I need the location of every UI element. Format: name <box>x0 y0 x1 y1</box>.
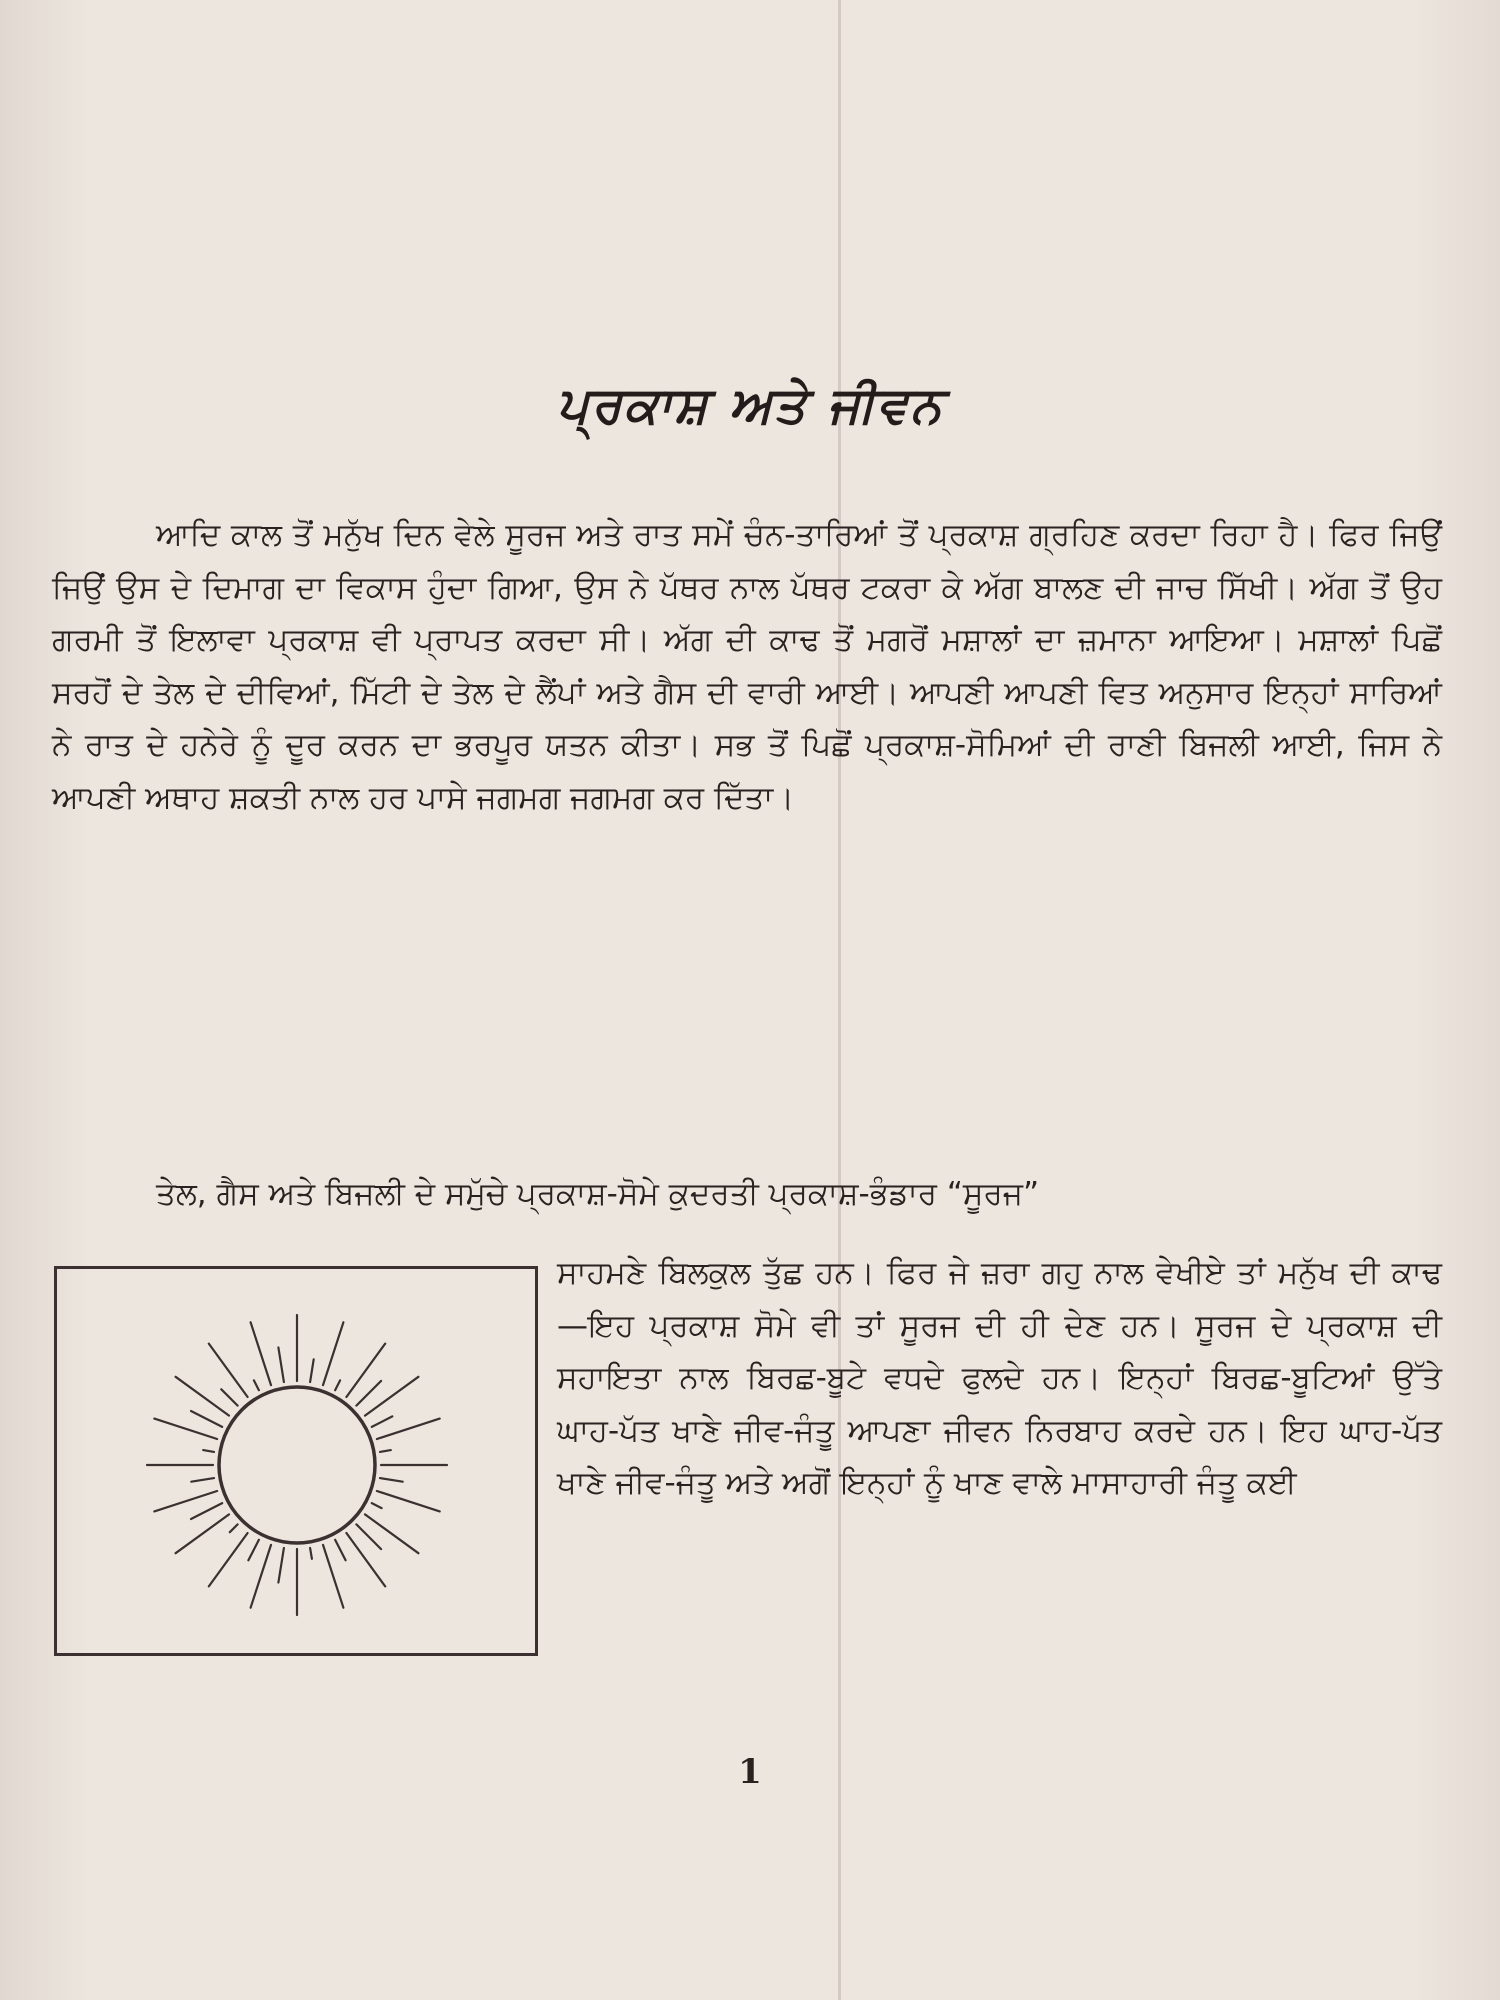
sun-ray <box>203 1450 214 1452</box>
paragraph-2-continued: ਸਾਹਮਣੇ ਬਿਲਕੁਲ ਤੁੱਛ ਹਨ। ਫਿਰ ਜੇ ਜ਼ਰਾ ਗਹੁ ਨਾਲ ਵੇਖੀਏ ਤਾਂ ਮਨੁੱਖ ਦੀ ਕਾਢ—ਇਹ ਪ੍ਰਕਾਸ਼ ਸੋਮੇ ਵੀ ਤਾਂ ਸੂਰਜ ਦੀ ਹੀ ਦੇਣ ਹਨ। ਸੂਰਜ ਦੇ ਪ੍ਰਕਾਸ਼ ਦੀ ਸਹਾਇਤਾ ਨਾਲ ਬਿਰਛ-ਬੂਟੇ ਵਧਦੇ ਫੁਲਦੇ ਹਨ। ਇਨ੍ਹਾਂ ਬਿਰਛ-ਬੂਟਿਆਂ ਉੱਤੇ ਘਾਹ-ਪੱਤ ਖਾਣੇ ਜੀਵ-ਜੰਤੂ ਆਪਣਾ ਜੀਵਨ ਨਿਰਬਾਹ ਕਰਦੇ ਹਨ। ਇਹ ਘਾਹ-ਪੱਤ ਖਾਣੇ ਜੀਵ-ਜੰਤੂ ਅਤੇ ਅਗੋਂ ਇਨ੍ਹਾਂ ਨੂੰ ਖਾਣ ਵਾਲੇ ਮਾਸਾਹਾਰੀ ਜੰਤੂ ਕਈ <box>557 1255 1442 1501</box>
sun-ray <box>335 1540 346 1561</box>
sun-ray <box>221 1389 237 1405</box>
sun-ray <box>346 1344 385 1397</box>
page-number: 1 <box>738 1752 762 1792</box>
paragraph-2-intro: ਤੇਲ, ਗੈਸ ਅਤੇ ਬਿਜਲੀ ਦੇ ਸਮੁੱਚੇ ਪ੍ਰਕਾਸ਼-ਸੋਮੇ ਕੁਦਰਤੀ ਪ੍ਰਕਾਸ਼-ਭੰਡਾਰ “ਸੂਰਜ” <box>156 1176 1040 1212</box>
sun-ray <box>335 1380 340 1390</box>
page-fold-shadow <box>838 0 841 2000</box>
sun-ray <box>310 1359 314 1382</box>
sun-ray <box>176 1377 229 1416</box>
sun-ray <box>191 1503 222 1519</box>
sun-ray <box>356 1381 381 1406</box>
sun-ray <box>380 1450 391 1452</box>
sun-ray <box>191 1478 214 1482</box>
sun-ray <box>356 1524 381 1549</box>
sun-ray <box>154 1491 217 1511</box>
sun-ray <box>346 1533 385 1586</box>
sun-ray <box>176 1514 229 1553</box>
sun-illustration-frame <box>54 1266 538 1656</box>
sun-ray <box>251 1322 271 1385</box>
sun-ray <box>377 1419 440 1439</box>
sun-ray <box>377 1491 440 1511</box>
sun-ray <box>380 1478 403 1482</box>
sun-ray <box>209 1344 248 1397</box>
sun-ray <box>248 1540 259 1561</box>
sun-ray <box>365 1377 418 1416</box>
sun-ray <box>372 1503 382 1508</box>
sun-ray <box>254 1380 259 1390</box>
sun-ray <box>278 1348 284 1383</box>
sun-ray <box>323 1322 343 1385</box>
sun-icon <box>57 1269 535 1653</box>
sun-ray <box>154 1419 217 1439</box>
sun-ray <box>365 1514 418 1553</box>
sun-ray <box>310 1548 312 1559</box>
sun-ray <box>323 1545 343 1608</box>
sun-ray <box>191 1411 222 1427</box>
sun-ray <box>372 1416 393 1427</box>
paragraph-1: ਆਦਿ ਕਾਲ ਤੋਂ ਮਨੁੱਖ ਦਿਨ ਵੇਲੇ ਸੂਰਜ ਅਤੇ ਰਾਤ ਸਮੇਂ ਚੰਨ-ਤਾਰਿਆਂ ਤੋਂ ਪ੍ਰਕਾਸ਼ ਗ੍ਰਹਿਣ ਕਰਦਾ ਰਿਹਾ ਹੈ। ਫਿਰ ਜਿਉਂ ਜਿਉਂ ਉਸ ਦੇ ਦਿਮਾਗ ਦਾ ਵਿਕਾਸ ਹੁੰਦਾ ਗਿਆ, ਉਸ ਨੇ ਪੱਥਰ ਨਾਲ ਪੱਥਰ ਟਕਰਾ ਕੇ ਅੱਗ ਬਾਲਣ ਦੀ ਜਾਚ ਸਿੱਖੀ। ਅੱਗ ਤੋਂ ਉਹ ਗਰਮੀ ਤੋਂ ਇਲਾਵਾ ਪ੍ਰਕਾਸ਼ ਵੀ ਪ੍ਰਾਪਤ ਕਰਦਾ ਸੀ। ਅੱਗ ਦੀ ਕਾਢ ਤੋਂ ਮਗਰੋਂ ਮਸ਼ਾਲਾਂ ਦਾ ਜ਼ਮਾਨਾ ਆਇਆ। ਮਸ਼ਾਲਾਂ ਪਿਛੋਂ ਸਰਹੋਂ ਦੇ ਤੇਲ ਦੇ ਦੀਵਿਆਂ, ਮਿੱਟੀ ਦੇ ਤੇਲ ਦੇ ਲੈਂਪਾਂ ਅਤੇ ਗੈਸ ਦੀ ਵਾਰੀ ਆਈ। ਆਪਣੀ ਆਪਣੀ ਵਿਤ ਅਨੁਸਾਰ ਇਨ੍ਹਾਂ ਸਾਰਿਆਂ ਨੇ ਰਾਤ ਦੇ ਹਨੇਰੇ ਨੂੰ ਦੂਰ ਕਰਨ ਦਾ ਭਰਪੂਰ ਯਤਨ ਕੀਤਾ। ਸਭ ਤੋਂ ਪਿਛੋਂ ਪ੍ਰਕਾਸ਼-ਸੋਮਿਆਂ ਦੀ ਰਾਣੀ ਬਿਜਲੀ ਆਈ, ਜਿਸ ਨੇ ਆਪਣੀ ਅਥਾਹ ਸ਼ਕਤੀ ਨਾਲ ਹਰ ਪਾਸੇ ਜਗਮਗ ਜਗਮਗ ਕਰ ਦਿੱਤਾ। <box>52 517 1442 816</box>
sun-ray <box>209 1533 248 1586</box>
sun-ray <box>230 1524 238 1532</box>
sun-ray <box>251 1545 271 1608</box>
sun-ray <box>278 1548 284 1583</box>
chapter-title: ਪ੍ਰਕਾਸ਼ ਅਤੇ ਜੀਵਨ <box>556 375 944 434</box>
